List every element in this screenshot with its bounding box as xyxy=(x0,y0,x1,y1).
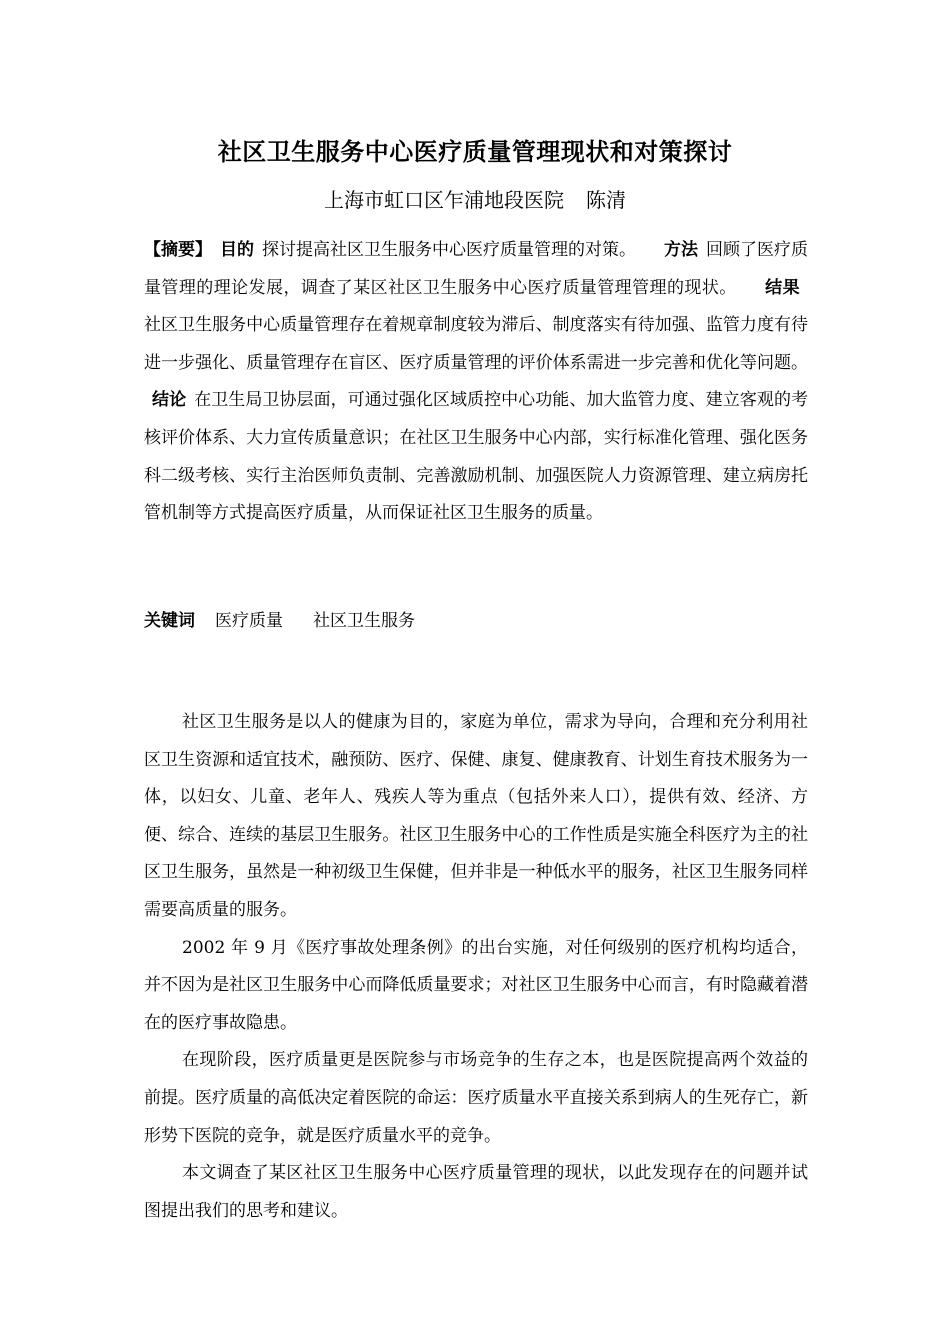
abstract-conclusion: 在卫生局卫协层面，可通过强化区域质控中心功能、加大监管力度、建立客观的考核评价体系、大力宣传质量意识；在社区卫生服务中心内部，实行标准化管理、强化医务科二级考核、实行主治医师负责制、完善激励机制、加强医院人力资源管理、建立病房托管机制等方式提高医疗质量，从而保证社区卫生服务的质量。 xyxy=(144,390,809,524)
abstract-method-label: 方法 xyxy=(664,240,698,260)
body-paragraph: 社区卫生服务是以人的健康为目的，家庭为单位，需求为导向，合理和充分利用社区卫生资源和适宜技术，融预防、医疗、保健、康复、健康教育、计划生育技术服务为一体，以妇女、儿童、老年人、残疾人等为重点（包括外来人口），提供有效、经济、方便、综合、连续的基层卫生服务。社区卫生服务中心的工作性质是实施全科医疗为主的社区卫生服务，虽然是一种初级卫生保健，但并非是一种低水平的服务，社区卫生服务同样需要高质量的服务。 xyxy=(144,712,808,920)
body-text xyxy=(144,704,808,1230)
body-paragraph: 2002 年 9 月《医疗事故处理条例》的出台实施，对任何级别的医疗机构均适合，并不因为是社区卫生服务中心而降低质量要求；对社区卫生服务中心而言，有时隐藏着潜在的医疗事故隐患。 xyxy=(144,937,808,1033)
abstract-method: 回顾了医疗质量管理的理论发展，调查了某区社区卫生服务中心医疗质量管理管理的现状。 xyxy=(144,240,808,298)
author-name: 陈清 xyxy=(586,188,626,212)
abstract-conclusion-label: 结论 xyxy=(152,390,187,411)
body-paragraph: 在现阶段，医疗质量更是医院参与市场竞争的生存之本，也是医院提高两个效益的前提。医疗质量的高低决定着医院的命运：医疗质量水平直接关系到病人的生死存亡，新形势下医院的竞争，就是医疗质量水平的竞争。 xyxy=(144,1050,808,1146)
author-line xyxy=(0,184,950,216)
abstract-objective: 探讨提高社区卫生服务中心医疗质量管理的对策。 xyxy=(262,240,636,260)
author-affiliation: 上海市虹口区乍浦地段医院 xyxy=(324,188,564,212)
abstract-result-label: 结果 xyxy=(764,277,801,298)
abstract xyxy=(144,232,808,533)
abstract-result: 社区卫生服务中心质量管理存在着规章制度较为滞后、制度落实有待加强、监管力度有待进一步强化、质量管理存在盲区、医疗质量管理的评价体系需进一步完善和优化等问题。 xyxy=(144,315,808,373)
abstract-objective-label: 目的 xyxy=(220,240,254,260)
keywords xyxy=(144,604,808,638)
keywords-label: 关键词 xyxy=(144,611,195,631)
keyword-item: 社区卫生服务 xyxy=(313,611,415,631)
keyword-item: 医疗质量 xyxy=(215,611,283,631)
paper-title: 社区卫生服务中心医疗质量管理现状和对策探讨 xyxy=(217,138,733,166)
body-paragraph: 本文调查了某区社区卫生服务中心医疗质量管理的现状，以此发现存在的问题并试图提出我们的思考和建议。 xyxy=(144,1163,808,1221)
abstract-label: 【摘要】 xyxy=(144,240,212,260)
